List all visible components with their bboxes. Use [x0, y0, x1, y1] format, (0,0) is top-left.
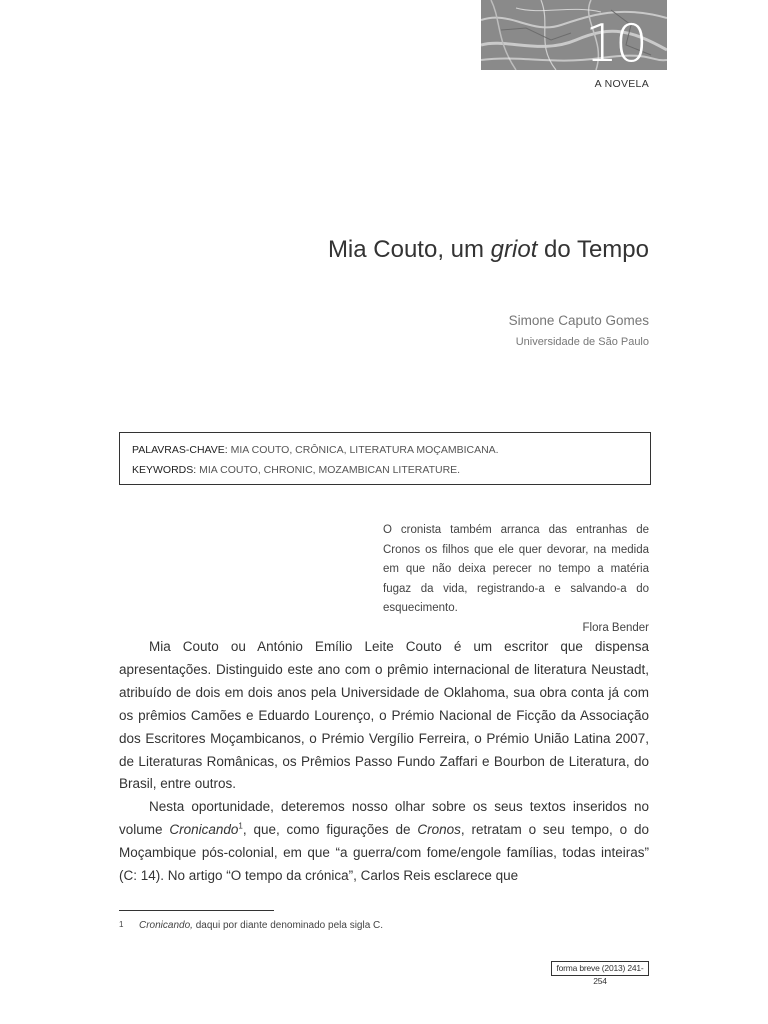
- epigraph: [383, 521, 649, 639]
- paragraph-1: Mia Couto ou António Emílio Leite Couto é um escritor que dispensa apresentações. Distinguido este ano com o prêmio internacional de literatura Neustadt, atribuído de dois em dois anos pela Universidade de Oklahoma, sua obra conta já com os prêmios Camões e Eduardo Lourenço, o Prémio Nacional de Ficção da Associação dos Escritores Moçambicanos, o Prémio Vergílio Ferreira, o Prémio União Latina 2007, de Literaturas Românicas, os Prêmios Passo Fundo Zaffari e Bourbon de Literatura, do Brasil, entre outros.: [119, 639, 649, 792]
- keywords-pt-value: MIA COUTO, CRÔNICA, LITERATURA MOÇAMBICANA.: [227, 444, 499, 456]
- footnote-divider: [119, 910, 274, 911]
- author-name: Simone Caputo Gomes: [508, 313, 649, 328]
- author-affiliation: Universidade de São Paulo: [515, 336, 649, 348]
- p2-text-b: , que, como figurações de: [242, 822, 418, 838]
- footnote-mark: 1: [119, 920, 124, 929]
- footnote-italic: Cronicando,: [139, 920, 193, 931]
- keywords-en-label: KEYWORDS:: [132, 464, 197, 476]
- p2-text-c: , retratam o seu tempo, o do Moçambique pós-colonial, em que “a guerra/com fome/engole famílias, todas inteiras” (C: 14). No artigo “O tempo da crónica”, Carlos Reis esclarece que: [119, 822, 649, 884]
- p2-italic-cronicando: Cronicando: [169, 822, 239, 838]
- footnote: [119, 920, 649, 931]
- article-title: [180, 236, 649, 264]
- title-part-2: do Tempo: [537, 236, 649, 263]
- body-text: [119, 636, 649, 888]
- keywords-pt: [132, 440, 640, 460]
- keywords-en-value: MIA COUTO, CHRONIC, MOZAMBICAN LITERATURE.: [196, 464, 461, 476]
- epigraph-text: O cronista também arranca das entranhas de Cronos os filhos que ele quer devorar, na medida em que não deixa perecer no tempo a matéria fugaz da vida, registrando-a e salvando-a do esquecimento.: [383, 524, 649, 615]
- epigraph-author: Flora Bender: [582, 621, 649, 634]
- title-italic-part: griot: [490, 236, 538, 263]
- p2-italic-cronos: Cronos: [417, 822, 461, 838]
- p2-text-a: Nesta oportunidade, deteremos nosso olhar sobre os seus textos inseridos no volume: [119, 799, 649, 838]
- page-footer-citation: forma breve (2013) 241-254: [551, 961, 649, 976]
- footnote-reference[interactable]: 1: [238, 821, 243, 831]
- chapter-number: 10: [584, 14, 645, 70]
- keywords-pt-label: PALAVRAS-CHAVE:: [132, 444, 228, 456]
- footnote-text: daqui por diante denominado pela sigla C.: [192, 920, 384, 931]
- keywords-box: [119, 432, 651, 485]
- paragraph-2: [119, 796, 649, 888]
- keywords-en: [132, 460, 640, 480]
- chapter-header-image: [481, 0, 667, 70]
- section-label: A NOVELA: [594, 78, 649, 90]
- title-part-1: Mia Couto, um: [327, 236, 491, 263]
